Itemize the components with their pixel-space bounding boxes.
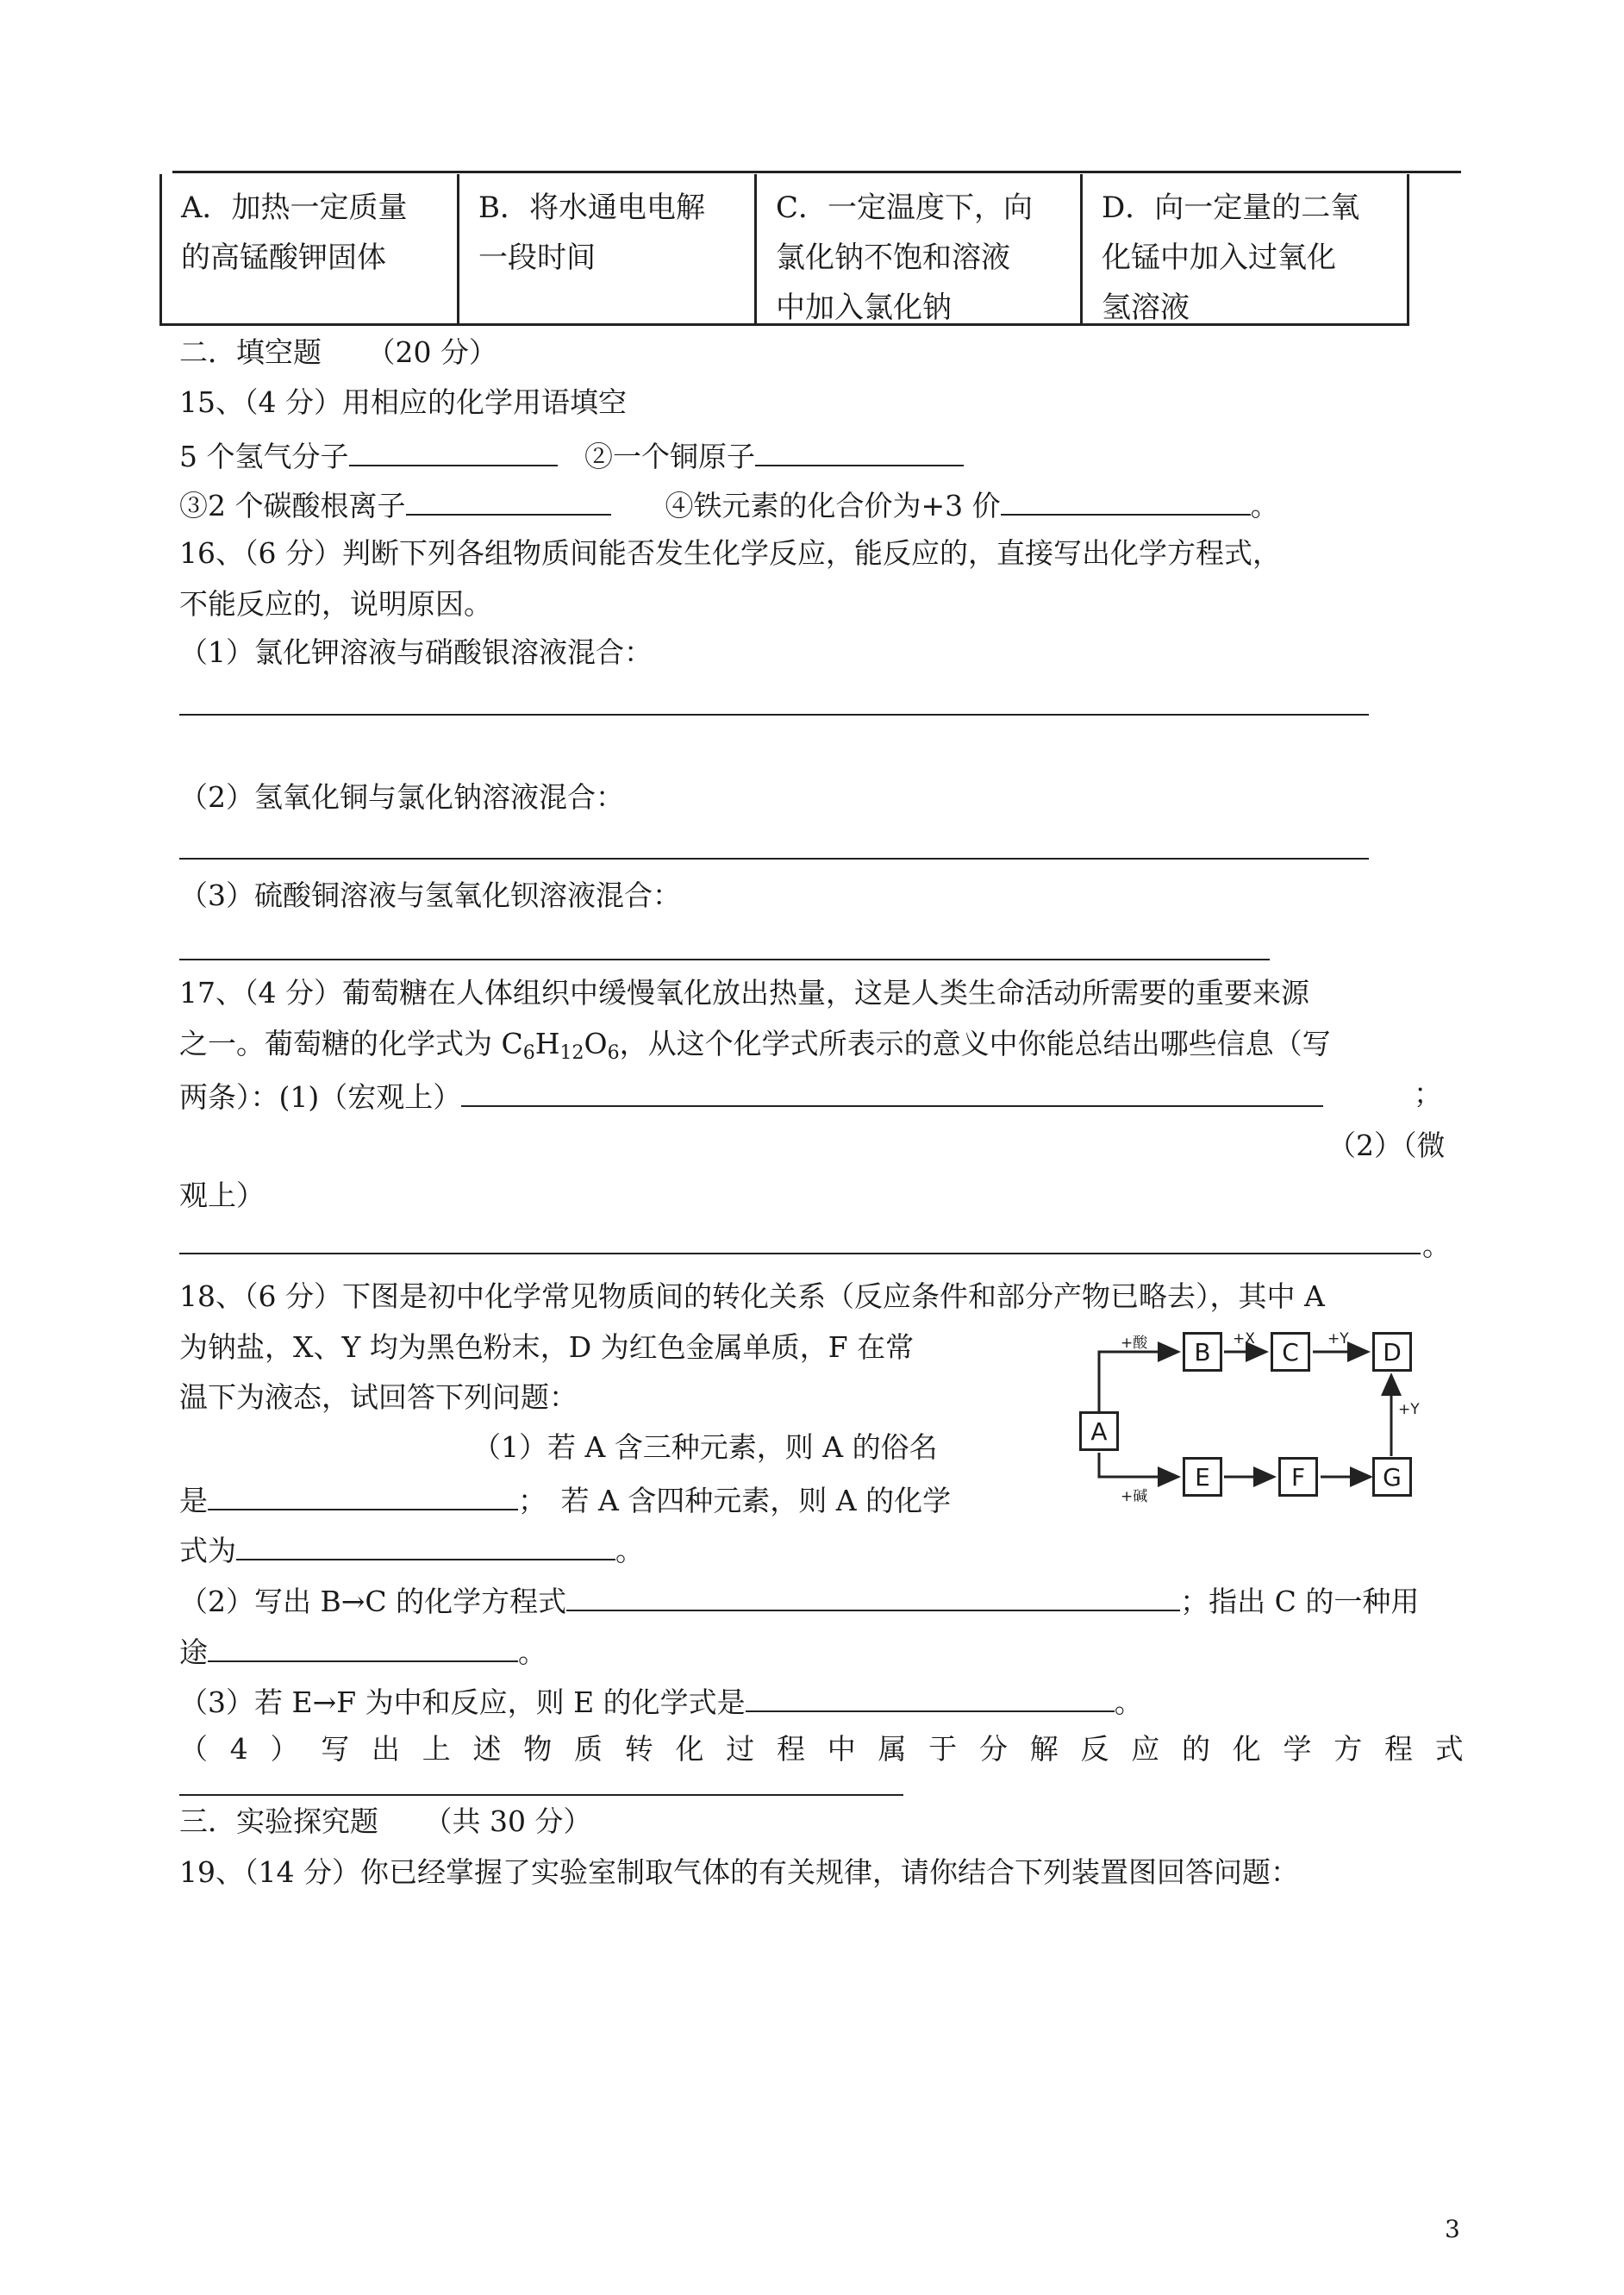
q18-part-2: （2）写出 B→C 的化学方程式 ；指出 C 的一种用: [179, 1585, 1420, 1618]
top-rule: [172, 171, 1461, 173]
q18-part-1b: 是 ； 若 A 含四种元素，则 A 的化学: [179, 1484, 952, 1517]
option-b: B．将水通电电解 一段时间: [459, 174, 757, 323]
q18-part-4: [179, 1732, 1464, 1766]
q18-part-4-char: 的: [1182, 1732, 1210, 1766]
q17-end: 。: [1422, 1229, 1451, 1262]
option-c: C．一定温度下，向 氯化钠不饱和溶液 中加入氯化钠: [757, 174, 1083, 323]
q18-part-2b: 途 。: [179, 1635, 547, 1669]
q18-part-1a: （1）若 A 含三种元素，则 A 的俗名: [472, 1430, 938, 1464]
q17-stem-3: 两条）：(1)（宏观上）: [179, 1079, 1323, 1111]
edge-label-y1: +Y: [1327, 1330, 1349, 1348]
q17-stem-2: 之一。葡萄糖的化学式为 $C_6H_{12}O_6$，从这个化学式所表示的意义中你能总结出哪些信息（写: [179, 1027, 1331, 1064]
node-b: B: [1183, 1332, 1222, 1372]
q18-part-4-char: 反: [1080, 1732, 1109, 1766]
conversion-diagram: [1069, 1315, 1440, 1504]
option-d: D．向一定量的二氧 化锰中加入过氧化 氢溶液: [1102, 191, 1360, 325]
q17-micro-label: （2）（微: [1327, 1129, 1446, 1162]
q18-part-4-char: 上: [422, 1732, 451, 1766]
q18-part-3: （3）若 E→F 为中和反应，则 E 的化学式是 。: [179, 1685, 1143, 1719]
q18-part-4-char: 4: [229, 1732, 248, 1766]
node-g: G: [1372, 1457, 1412, 1497]
q18-stem-1: 18、（6 分）下图是初中化学常见物质间的转化关系（反应条件和部分产物已略去），其中 A: [179, 1279, 1325, 1313]
section3-heading: 三．实验探究题 （共 30 分）: [179, 1804, 592, 1838]
q18-part-4-char: ）: [270, 1732, 299, 1766]
q15-row1: 5 个氢气分子 ②一个铜原子: [179, 439, 964, 471]
answer-blank[interactable]: [208, 1635, 518, 1662]
answer-line[interactable]: [179, 858, 1369, 860]
q16-stem-2: 不能反应的，说明原因。: [179, 587, 492, 621]
q18-part-4-char: 化: [1232, 1732, 1261, 1766]
q18-part-4-char: 解: [1029, 1732, 1059, 1766]
q15-stem: 15、（4 分）用相应的化学用语填空: [179, 385, 627, 419]
answer-line[interactable]: [179, 714, 1369, 716]
node-d: D: [1372, 1332, 1412, 1372]
q18-part-4-char: 写: [321, 1732, 350, 1766]
q18-part-4-char: 化: [675, 1732, 704, 1766]
answer-blank[interactable]: [566, 1584, 1180, 1611]
answer-line[interactable]: [179, 1253, 1421, 1254]
answer-blank[interactable]: [746, 1685, 1115, 1712]
answer-blank[interactable]: [461, 1079, 1323, 1107]
q19-stem: 19、（14 分）你已经掌握了实验室制取气体的有关规律，请你结合下列装置图回答问题：: [179, 1855, 1299, 1889]
answer-blank[interactable]: [208, 1483, 518, 1510]
edge-label-acid: +酸: [1121, 1335, 1148, 1352]
q18-part-4-char: 中: [827, 1732, 856, 1766]
option-a: A．加热一定质量 的高锰酸钾固体: [162, 174, 459, 323]
page-number: 3: [1445, 2215, 1460, 2243]
q18-part-4-char: （: [179, 1732, 208, 1766]
node-c: C: [1271, 1332, 1310, 1372]
q18-part-1c: 式为 。: [179, 1534, 644, 1567]
q16-part-3: （3）硫酸铜溶液与氢氧化钡溶液混合：: [179, 879, 681, 912]
answer-line[interactable]: [179, 959, 1270, 960]
q18-part-4-char: 过: [726, 1732, 755, 1766]
node-a: A: [1079, 1411, 1119, 1451]
edge-label-y2: +Y: [1398, 1401, 1420, 1418]
answer-blank[interactable]: [1001, 488, 1251, 516]
q18-part-4-char: 述: [472, 1732, 502, 1766]
answer-blank[interactable]: [755, 439, 964, 466]
q18-part-4-char: 学: [1283, 1732, 1312, 1766]
q18-part-4-char: 分: [979, 1732, 1008, 1766]
answer-blank[interactable]: [236, 1533, 615, 1560]
q17-stem-1: 17、（4 分）葡萄糖在人体组织中缓慢氧化放出热量，这是人类生命活动所需要的重要来源: [179, 976, 1309, 1010]
q18-stem-3: 温下为液态，试回答下列问题：: [179, 1380, 578, 1414]
edge-label-x: +X: [1233, 1330, 1255, 1348]
q16-part-1: （1）氯化钾溶液与硝酸银溶液混合：: [179, 635, 653, 669]
q17-micro-label-2: 观上）: [179, 1179, 265, 1212]
q16-stem-1: 16、（6 分）判断下列各组物质间能否发生化学反应，能反应的，直接写出化学方程式，: [179, 536, 1281, 570]
answer-blank[interactable]: [406, 488, 611, 516]
edge-label-base: +碱: [1121, 1488, 1148, 1505]
q18-part-4-char: 程: [777, 1732, 805, 1766]
q16-part-2: （2）氢氧化铜与氯化钠溶液混合：: [179, 780, 624, 814]
section2-heading: 二．填空题 （20 分）: [179, 335, 497, 369]
options-table: [159, 174, 1409, 326]
q18-part-4-char: 质: [574, 1732, 603, 1766]
q18-part-4-char: 转: [624, 1732, 653, 1766]
q17-semicolon: ；: [1414, 1077, 1442, 1110]
q18-part-4-char: 出: [372, 1732, 400, 1766]
answer-blank[interactable]: [349, 439, 558, 466]
node-f: F: [1278, 1457, 1318, 1497]
node-e: E: [1183, 1457, 1222, 1497]
q18-part-4-char: 于: [928, 1732, 958, 1766]
q18-part-4-char: 式: [1434, 1732, 1464, 1766]
q18-part-4-char: 方: [1334, 1732, 1363, 1766]
answer-line[interactable]: [179, 1794, 903, 1796]
q18-stem-2: 为钠盐，X、Y 均为黑色粉末，D 为红色金属单质，F 在常: [179, 1330, 915, 1364]
q18-part-4-char: 应: [1131, 1732, 1160, 1766]
q18-part-4-char: 物: [523, 1732, 553, 1766]
q18-part-4-char: 程: [1384, 1732, 1413, 1766]
q18-part-4-char: 属: [878, 1732, 907, 1766]
q15-row2: ③2 个碳酸根离子 ④铁元素的化合价为+3 价 。: [179, 489, 1279, 522]
